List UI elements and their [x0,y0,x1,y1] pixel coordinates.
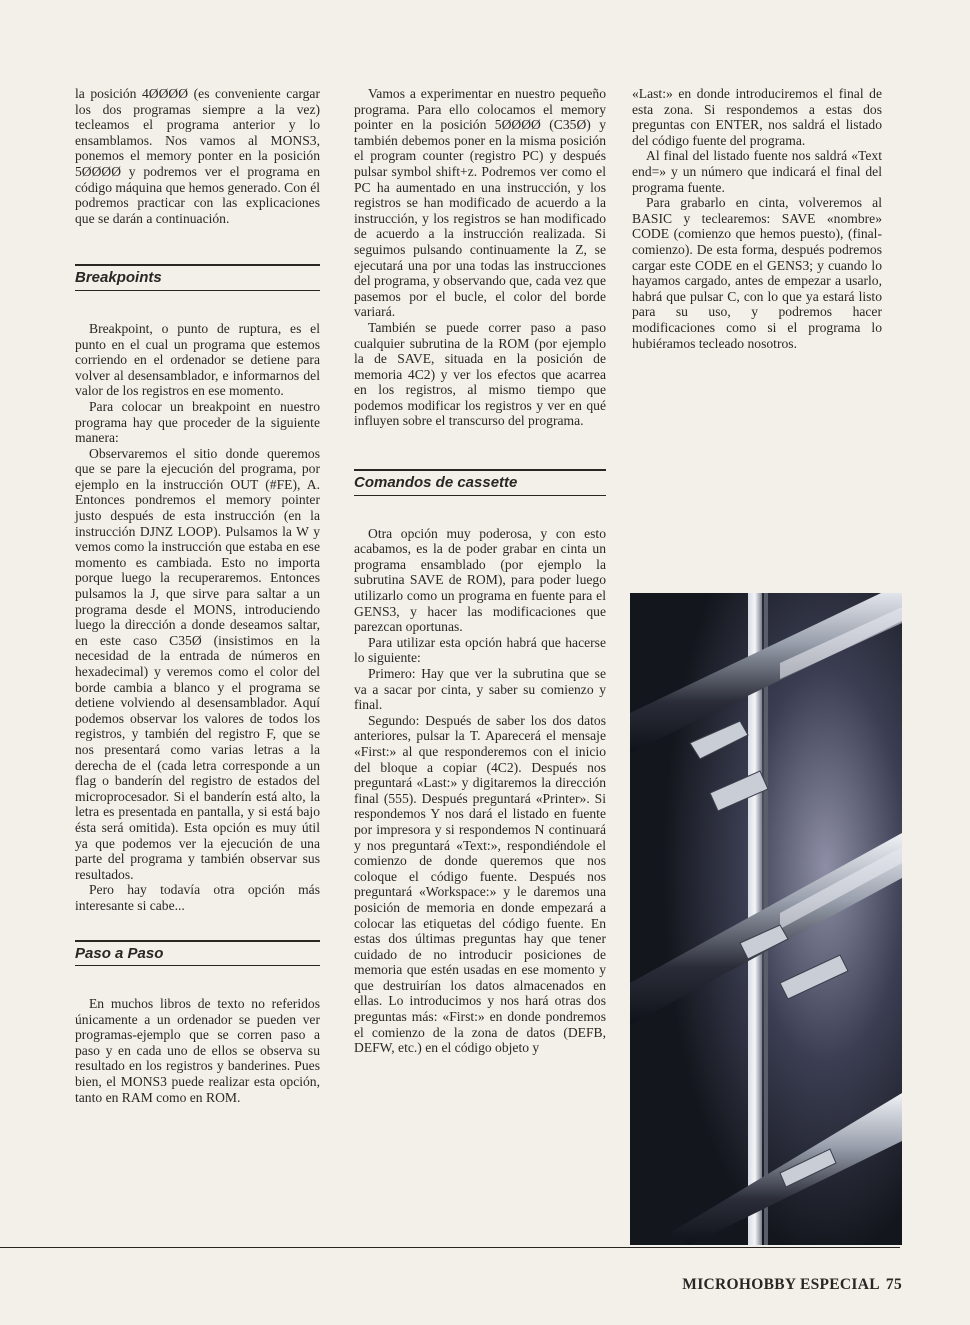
paragraph-text-end: Al final del listado fuente nos saldrá «Text end=» y un número que indicará el final del programa fuente. [632,148,882,195]
heading-comandos-cassette: Comandos de cassette [354,469,606,496]
paragraph-cassette-intro: Otra opción muy poderosa, y con esto acabamos, es la de poder grabar en cinta un programa ensamblado (por ejemplo la subrutina SAVE de ROM), para poder luego utilizarlo como un programa en fuente para el GENS3, y hacer las modificaciones que parezcan oportunas. [354,525,606,635]
page-footer [682,1276,902,1294]
paragraph-intro: la posición 4ØØØØ (es conveniente cargar los dos programas siempre a la vez) tecleamos el programa anterior y lo ensamblamos. Nos vamos al MONS3, ponemos el memory ponter en la posición 5ØØØØ y podremos ver el programa en código máquina que hemos generado. Con él podremos practicar con las explicaciones que se darán a continuación. [75,86,320,226]
bottom-rule [0,1247,900,1248]
heading-paso-a-paso: Paso a Paso [75,940,320,967]
paragraph-cassette-second: Segundo: Después de saber los dos datos anteriores, pulsar la T. Aparecerá el mensaje «First:» al que responderemos con el inicio del bloque a copiar (4C2). Después nos preguntará «Last:» y digitaremos la dirección final (555). Después preguntará «Printer». Si respondemos Y nos dará el listado en fuente por impresora y si respondemos N continuará y nos preguntará «Text:», respondiéndole el comienzo de donde queremos que nos coloque el código fuente. Después nos preguntará «Workspace:» y le daremos una posición de memoria en donde empezará a colocar las etiquetas del código fuente. En estas dos últimas preguntas hay que tener cuidado de no introducir posiciones de memoria que estén usadas en ese momento y que destruirían los datos almacenados en ellas. Lo introducimos y nos hará otras dos preguntas más: «First:» en donde pondremos el comienzo de la zona de datos (DEFB, DEFW, etc.) en el código objeto y [354,712,606,1056]
page-number: 75 [885,1276,902,1293]
column-right [632,86,882,351]
paragraph-cassette-how: Para utilizar esta opción habrá que hacerse lo siguiente: [354,634,606,666]
paragraph-experiment: Vamos a experimentar en nuestro pequeño programa. Para ello colocamos el memory pointer en la posición 5ØØØØ (C35Ø) y también debemos poner en la misma posición el program counter (registro PC) y después pulsar symbol shift+z. Podremos ver como el PC ha aumentado en una instrucción, y los registros se han modificado de acuerdo a la instrucción, y los registros se han modificado de acuerdo a la instrucción realizada. Si seguimos pulsando continuamente la Z, se ejecutará una por una todas las instrucciones del programa, y observando que, cada vez que pasemos por el bucle, el color del borde variará. [354,86,606,320]
heading-breakpoints: Breakpoints [75,264,320,291]
paragraph-breakpoint-more: Pero hay todavía otra opción más interesante si cabe... [75,882,320,913]
paragraph-paso-a-paso: En muchos libros de texto no referidos únicamente a un ordenador se pueden ver programas-ejemplo que se corren paso a paso y en cada uno de ellos se observa su resultado en los registros y banderines. Pues bien, el MONS3 puede realizar esta opción, tanto en RAM como en ROM. [75,996,320,1105]
paragraph-breakpoint-steps: Observaremos el sitio donde queremos que se pare la ejecución del programa, por ejemplo en la instrucción OUT (#FE), A. Entonces pondremos el memory pointer justo después de esta instrucción (en la instrucción DJNZ LOOP). Pulsamos la W y vemos como la instrucción que estaba en ese momento es cambiada. Esto no importa porque luego la recuperaremos. Entonces pulsamos la J, que sirve para saltar a un programa desde el MONS, introduciendo luego la dirección a donde deseamos saltar, en este caso C35Ø (insistimos en la necesidad de la entrada de números en hexadecimal) y veremos como el color del borde cambia a blanco y el programa se detiene volviendo al desensamblador. Aquí podemos observar los valores de todos los registros, y también del registro F, que se nos presentará como varias letras a la derecha de el (cada letra corresponde a un flag o banderín del registro de estados del microprocesador. Si el banderín está alto, la letra es presentada en pantalla, y si está bajo ésta será omitida). Esta opción es muy útil ya que podemos ver la ejecución de una parte del programa y también observar sus resultados. [75,445,320,882]
paragraph-breakpoint-definition: Breakpoint, o punto de ruptura, es el punto en el cual un programa que estemos corriendo en el ordenador se detiene para volver al desensamblador, e informarnos del valor de los registros en ese momento. [75,320,320,399]
paragraph-save-basic: Para grabarlo en cinta, volveremos al BASIC y teclearemos: SAVE «nombre» CODE (comienzo que hemos puesto), (final-comienzo). De esta forma, después podremos cargar este CODE en el GENS3; y cuando lo hayamos cargado, antes de empezar a usarlo, habrá que pulsar C, con lo que ya estará listo para su uso, y podremos hacer modificaciones como si el programa lo hubiéramos tecleado nosotros. [632,195,882,351]
magazine-name: MICROHOBBY ESPECIAL [682,1276,880,1293]
paragraph-rom-step: También se puede correr paso a paso cualquier subrutina de la ROM (por ejemplo la de SAVE, situada en la posición de memoria 4C2) y ver los efectos que acarrea en los registros, al mismo tiempo que podemos modificar los registros y ver en qué influyen sobre el transcurso del programa. [354,319,606,429]
column-left [75,86,320,1105]
paragraph-last: «Last:» en donde introduciremos el final de esta zona. Si respondemos a estas dos preguntas con ENTER, nos saldrá el listado del código fuente del programa. [632,86,882,148]
paragraph-cassette-first: Primero: Hay que ver la subrutina que se va a sacar por cinta, y saber su comienzo y final. [354,666,606,713]
column-middle [354,86,606,1056]
metal-rails-illustration [630,593,902,1245]
paragraph-breakpoint-how: Para colocar un breakpoint en nuestro programa hay que proceder de la siguiente manera: [75,398,320,446]
metal-rails-photo [630,593,902,1245]
